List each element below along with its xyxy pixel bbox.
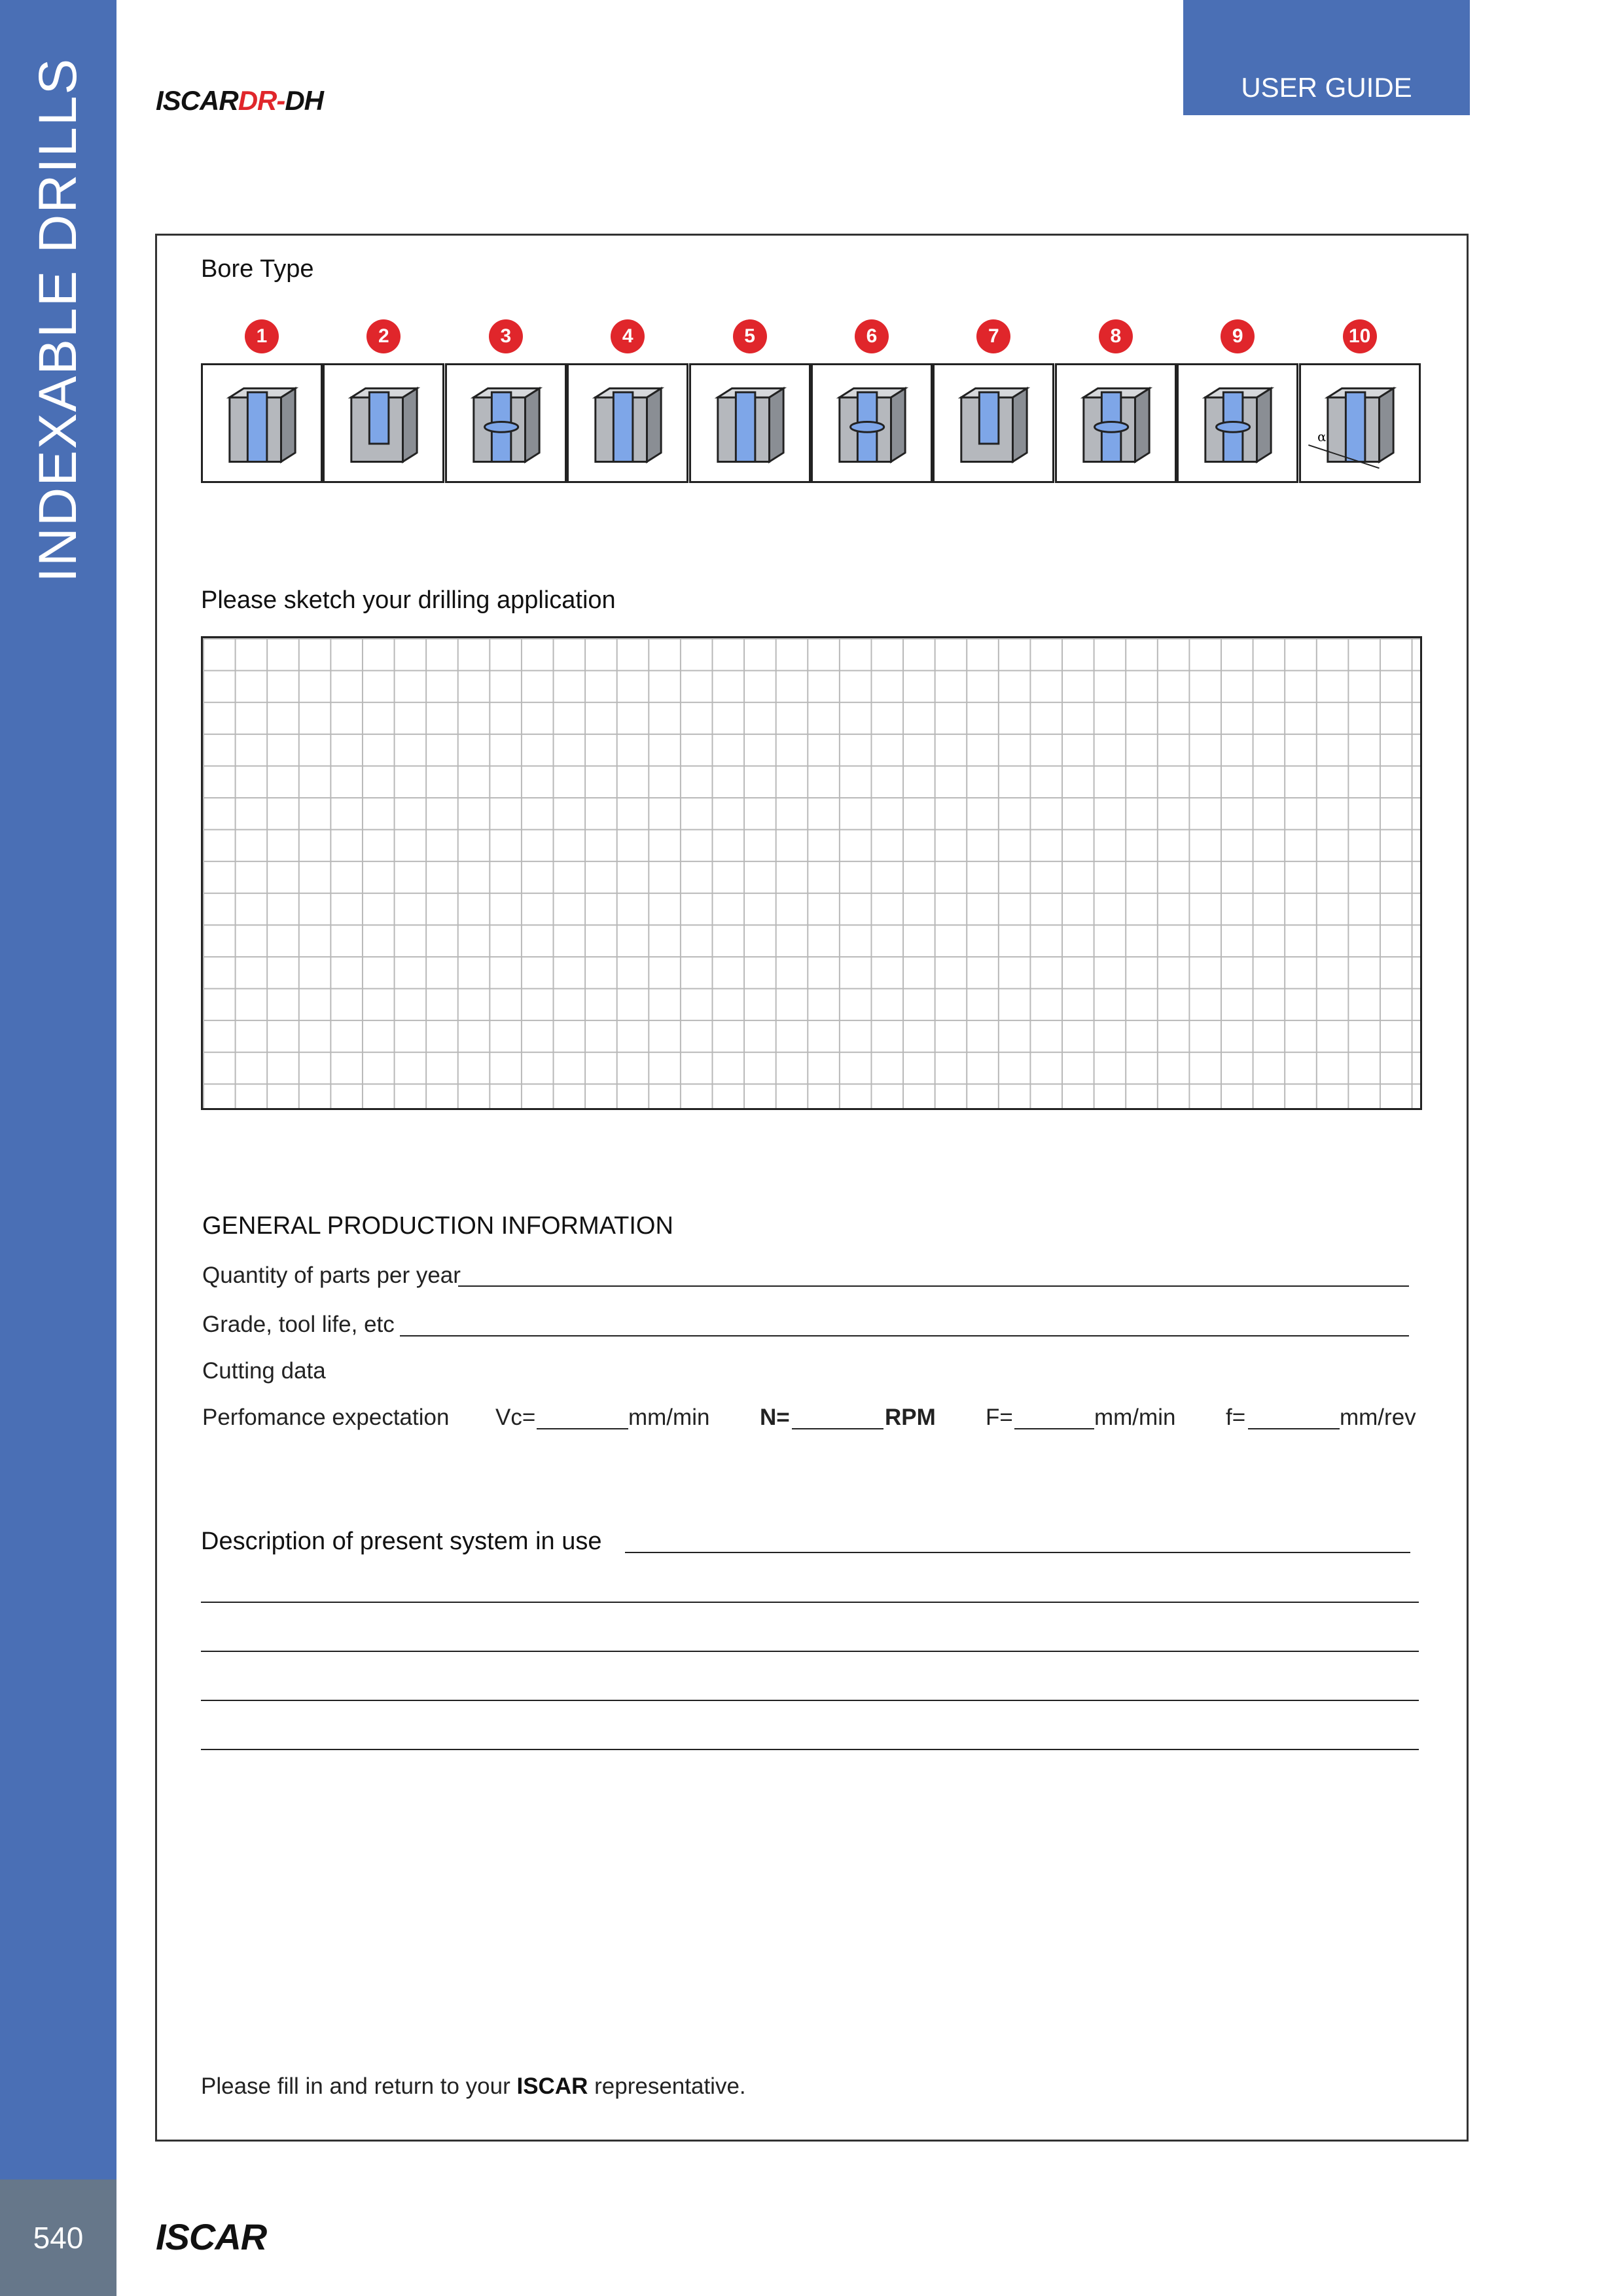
section-title: INDEXABLE DRILLS <box>28 57 88 583</box>
bore-type-option[interactable] <box>1055 363 1177 483</box>
bore-type-number: 4 <box>611 319 645 353</box>
bore-illustration-icon <box>203 365 321 481</box>
vc-field[interactable] <box>537 1428 628 1429</box>
brand-dh: DH <box>285 85 324 116</box>
bore-illustration-icon <box>691 365 809 481</box>
grade-field[interactable] <box>400 1335 1409 1336</box>
description-line[interactable] <box>201 1602 1419 1603</box>
cutting-data-label: Cutting data <box>202 1358 326 1384</box>
product-brand <box>156 85 323 117</box>
bore-type-number: 8 <box>1099 319 1133 353</box>
return-note-brand: ISCAR <box>516 2073 588 2099</box>
bore-type-number: 9 <box>1221 319 1255 353</box>
sketch-label: Please sketch your drilling application <box>201 586 616 614</box>
brand-dr: DR- <box>238 85 285 116</box>
f-lower-field[interactable] <box>1248 1428 1340 1429</box>
bore-illustration-icon <box>1057 365 1175 481</box>
f-upper-unit: mm/min <box>1094 1405 1176 1430</box>
bore-type-number: 2 <box>366 319 401 353</box>
bore-illustration-icon <box>325 365 442 481</box>
return-note-pre: Please fill in and return to your <box>201 2073 517 2099</box>
bore-type-option[interactable] <box>323 363 444 483</box>
return-note-post: representative. <box>588 2073 746 2099</box>
bore-illustration-icon <box>813 365 931 481</box>
bore-illustration-icon <box>569 365 687 481</box>
f-upper-prefix: F= <box>986 1405 1013 1430</box>
page-number: 540 <box>0 2179 116 2296</box>
bore-type-number: 3 <box>489 319 523 353</box>
side-band <box>0 0 116 2179</box>
bore-illustration-icon <box>935 365 1052 481</box>
bore-type-label: Bore Type <box>201 255 314 283</box>
bore-illustration-icon <box>1179 365 1296 481</box>
f-lower-unit: mm/rev <box>1340 1405 1416 1430</box>
quantity-field[interactable] <box>458 1285 1409 1287</box>
bore-type-number: 6 <box>855 319 889 353</box>
footer-logo: ISCAR <box>156 2216 267 2257</box>
bore-type-option[interactable] <box>933 363 1054 483</box>
description-label: Description of present system in use <box>201 1528 602 1555</box>
description-field[interactable] <box>625 1552 1410 1553</box>
description-line[interactable] <box>201 1749 1419 1750</box>
bore-illustration-icon <box>1301 365 1419 481</box>
vc-prefix: Vc= <box>495 1405 536 1430</box>
bore-type-option[interactable] <box>567 363 688 483</box>
n-unit: RPM <box>885 1405 936 1430</box>
quantity-label: Quantity of parts per year <box>202 1263 461 1288</box>
form-frame <box>155 234 1469 2142</box>
angle-symbol: α <box>1317 429 1326 445</box>
bore-type-number: 1 <box>245 319 279 353</box>
n-prefix: N= <box>760 1405 790 1430</box>
bore-type-number: 5 <box>733 319 767 353</box>
bore-type-number: 7 <box>976 319 1010 353</box>
n-field[interactable] <box>792 1428 883 1429</box>
grade-label: Grade, tool life, etc <box>202 1312 395 1337</box>
user-guide-tab <box>1183 0 1470 115</box>
performance-label: Perfomance expectation <box>202 1405 450 1430</box>
bore-type-number: 10 <box>1343 319 1377 353</box>
bore-type-option[interactable] <box>445 363 567 483</box>
production-heading: GENERAL PRODUCTION INFORMATION <box>202 1212 673 1240</box>
bore-type-option[interactable] <box>689 363 811 483</box>
bore-illustration-icon <box>447 365 565 481</box>
return-note <box>201 2073 746 2100</box>
vc-unit: mm/min <box>628 1405 710 1430</box>
user-guide-label: USER GUIDE <box>1241 72 1412 103</box>
sketch-grid[interactable] <box>201 636 1422 1110</box>
bore-type-option[interactable] <box>1177 363 1298 483</box>
bore-type-option[interactable] <box>811 363 933 483</box>
brand-iscar: ISCAR <box>156 85 238 116</box>
bore-type-option[interactable] <box>201 363 323 483</box>
bore-type-option[interactable] <box>1299 363 1421 483</box>
description-line[interactable] <box>201 1700 1419 1701</box>
f-lower-prefix: f= <box>1226 1405 1246 1430</box>
description-line[interactable] <box>201 1651 1419 1652</box>
f-upper-field[interactable] <box>1014 1428 1094 1429</box>
